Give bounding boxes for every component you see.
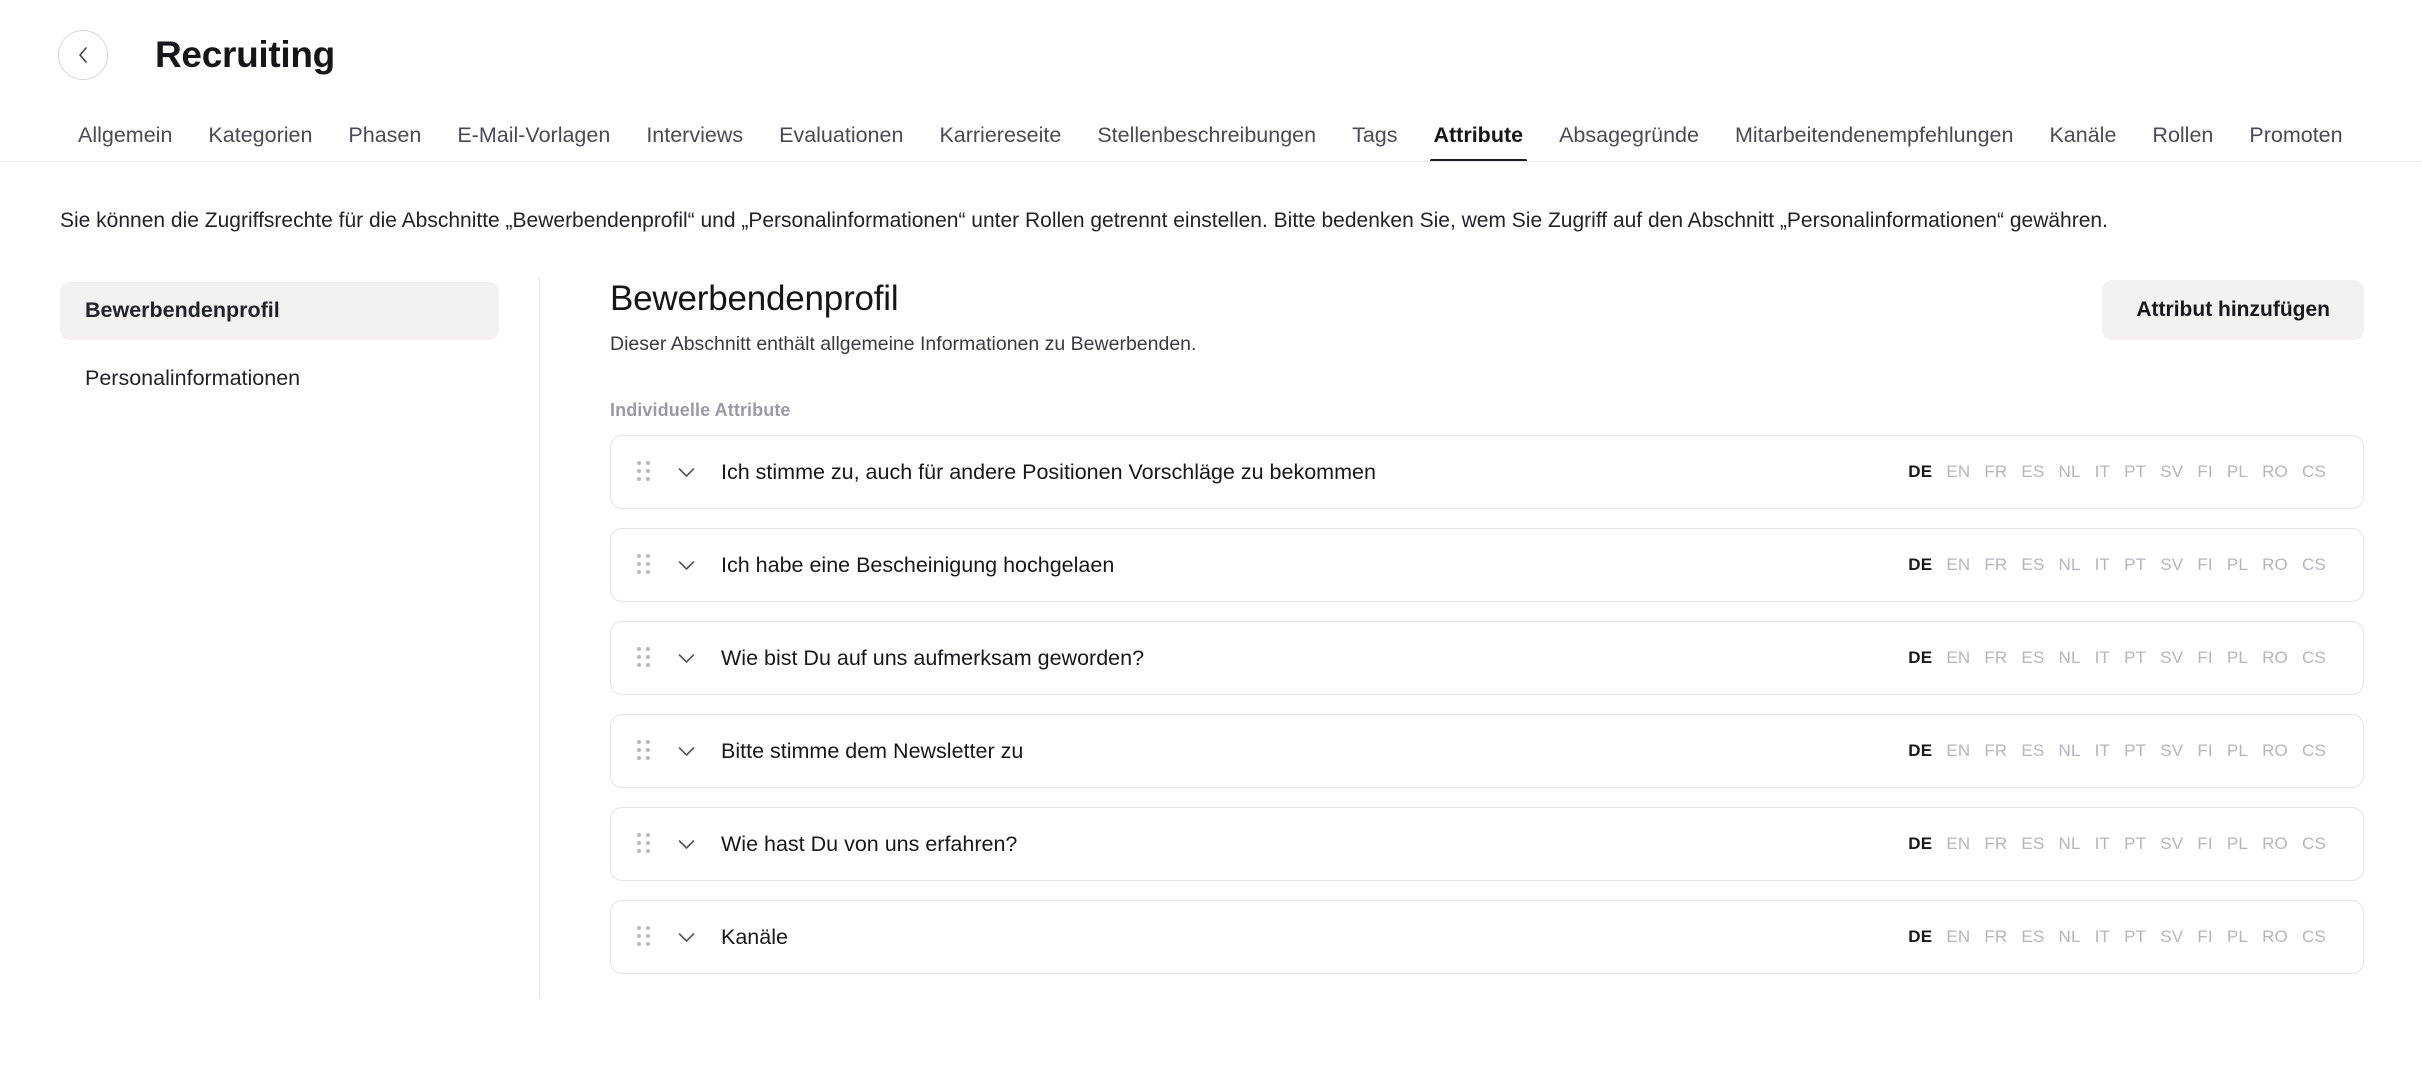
lang-fr[interactable]: FR (1984, 741, 2008, 761)
lang-ro[interactable]: RO (2262, 462, 2288, 482)
language-selector (1901, 648, 2333, 668)
lang-en[interactable]: EN (1946, 462, 1971, 482)
sidebar-item-bewerbendenprofil[interactable]: Bewerbendenprofil (60, 282, 499, 340)
attribute-list (610, 435, 2364, 974)
lang-de[interactable]: DE (1908, 927, 1933, 947)
tab-interviews[interactable]: Interviews (646, 122, 744, 147)
lang-ro[interactable]: RO (2262, 741, 2288, 761)
tab-promoten[interactable]: Promoten (2249, 122, 2343, 147)
page-title: Recruiting (155, 34, 335, 75)
lang-it[interactable]: IT (2094, 927, 2111, 947)
tab-kanaele[interactable]: Kanäle (2049, 122, 2117, 147)
lang-cs[interactable]: CS (2301, 462, 2326, 482)
lang-es[interactable]: ES (2021, 462, 2045, 482)
lang-nl[interactable]: NL (2058, 741, 2081, 761)
lang-es[interactable]: ES (2021, 927, 2045, 947)
content-header (610, 278, 2364, 356)
lang-sv[interactable]: SV (2160, 648, 2184, 668)
tab-phasen[interactable]: Phasen (348, 122, 422, 147)
tab-tags[interactable]: Tags (1352, 122, 1398, 147)
lang-ro[interactable]: RO (2262, 648, 2288, 668)
lang-pl[interactable]: PL (2226, 462, 2249, 482)
lang-fi[interactable]: FI (2197, 927, 2213, 947)
section-subtitle: Dieser Abschnitt enthält allgemeine Informationen zu Bewerbenden. (610, 333, 1197, 356)
chevron-down-icon[interactable] (673, 831, 699, 857)
tab-stellenbeschreibungen[interactable]: Stellenbeschreibungen (1097, 122, 1317, 147)
lang-it[interactable]: IT (2094, 834, 2111, 854)
drag-handle-icon[interactable] (637, 833, 657, 855)
attribute-label: Wie hast Du von uns erfahren? (721, 831, 1018, 856)
section-content (540, 278, 2364, 998)
lang-sv[interactable]: SV (2160, 834, 2184, 854)
lang-es[interactable]: ES (2021, 648, 2045, 668)
lang-en[interactable]: EN (1946, 555, 1971, 575)
chevron-down-icon[interactable] (673, 459, 699, 485)
lang-nl[interactable]: NL (2058, 555, 2081, 575)
lang-ro[interactable]: RO (2262, 927, 2288, 947)
language-selector (1901, 555, 2333, 575)
tab-divider (0, 161, 2422, 162)
lang-es[interactable]: ES (2021, 741, 2045, 761)
lang-sv[interactable]: SV (2160, 927, 2184, 947)
lang-sv[interactable]: SV (2160, 741, 2184, 761)
attribute-label: Ich habe eine Bescheinigung hochgelaen (721, 552, 1115, 577)
lang-ro[interactable]: RO (2262, 834, 2288, 854)
tab-evaluationen[interactable]: Evaluationen (779, 122, 904, 147)
section-title: Bewerbendenprofil (610, 279, 899, 319)
lang-en[interactable]: EN (1946, 741, 1971, 761)
page-header (0, 0, 2422, 88)
table-row[interactable] (610, 435, 2364, 509)
sidebar-item-personalinformationen[interactable]: Personalinformationen (85, 366, 301, 391)
drag-handle-icon[interactable] (637, 647, 657, 669)
lang-de[interactable]: DE (1908, 741, 1933, 761)
table-row[interactable] (610, 714, 2364, 788)
lang-cs[interactable]: CS (2301, 555, 2326, 575)
lang-pt[interactable]: PT (2124, 834, 2147, 854)
tab-attribute[interactable]: Attribute (1416, 125, 1542, 163)
lang-it[interactable]: IT (2094, 462, 2111, 482)
lang-cs[interactable]: CS (2301, 648, 2326, 668)
table-row[interactable] (610, 900, 2364, 974)
lang-pt[interactable]: PT (2124, 927, 2147, 947)
drag-handle-icon[interactable] (637, 461, 657, 483)
tab-rollen[interactable]: Rollen (2152, 122, 2214, 147)
attribute-label: Kanäle (721, 924, 788, 949)
lang-nl[interactable]: NL (2058, 834, 2081, 854)
lang-fr[interactable]: FR (1984, 834, 2008, 854)
chevron-down-icon[interactable] (673, 552, 699, 578)
lang-fr[interactable]: FR (1984, 927, 2008, 947)
lang-fr[interactable]: FR (1984, 648, 2008, 668)
language-selector (1901, 462, 2333, 482)
language-selector (1901, 741, 2333, 761)
lang-en[interactable]: EN (1946, 927, 1971, 947)
settings-body (0, 278, 2422, 998)
lang-fi[interactable]: FI (2197, 741, 2213, 761)
content-header-text (610, 278, 1196, 356)
tab-absagegruende[interactable]: Absagegründe (1559, 122, 1699, 147)
lang-fr[interactable]: FR (1984, 555, 2008, 575)
table-row[interactable] (610, 621, 2364, 695)
section-sidebar (60, 278, 540, 998)
drag-handle-icon[interactable] (637, 740, 657, 762)
lang-pl[interactable]: PL (2226, 741, 2249, 761)
lang-it[interactable]: IT (2094, 741, 2111, 761)
lang-fi[interactable]: FI (2197, 462, 2213, 482)
lang-fr[interactable]: FR (1984, 462, 2008, 482)
add-attribute-button[interactable]: Attribut hinzufügen (2102, 280, 2364, 340)
attribute-label: Bitte stimme dem Newsletter zu (721, 738, 1024, 763)
tab-kategorien[interactable]: Kategorien (208, 122, 313, 147)
tab-allgemein[interactable]: Allgemein (78, 122, 173, 147)
lang-fi[interactable]: FI (2197, 834, 2213, 854)
lang-fi[interactable]: FI (2197, 648, 2213, 668)
language-selector (1901, 927, 2333, 947)
lang-cs[interactable]: CS (2301, 834, 2326, 854)
lang-pl[interactable]: PL (2226, 927, 2249, 947)
lang-pl[interactable]: PL (2226, 834, 2249, 854)
lang-it[interactable]: IT (2094, 648, 2111, 668)
attribute-label: Wie bist Du auf uns aufmerksam geworden? (721, 645, 1145, 670)
tab-email-vorlagen[interactable]: E-Mail-Vorlagen (457, 122, 611, 147)
lang-nl[interactable]: NL (2058, 648, 2081, 668)
lang-sv[interactable]: SV (2160, 555, 2184, 575)
lang-fi[interactable]: FI (2197, 555, 2213, 575)
lang-en[interactable]: EN (1946, 648, 1971, 668)
lang-de[interactable]: DE (1908, 555, 1933, 575)
lang-de[interactable]: DE (1908, 648, 1933, 668)
lang-pt[interactable]: PT (2124, 648, 2147, 668)
group-label-individuelle-attribute: Individuelle Attribute (610, 400, 791, 421)
lang-pl[interactable]: PL (2226, 648, 2249, 668)
access-rights-notice: Sie können die Zugriffsrechte für die Abschnitte „Bewerbendenprofil“ und „Personalinformationen“ unter Rollen getrennt einstellen. Bitte bedenken Sie, wem Sie Zugriff auf den Abschnitt „Personalinformationen“ gewähren. (60, 209, 2108, 232)
language-selector (1901, 834, 2333, 854)
lang-ro[interactable]: RO (2262, 555, 2288, 575)
lang-cs[interactable]: CS (2301, 741, 2326, 761)
lang-nl[interactable]: NL (2058, 462, 2081, 482)
tab-bar (0, 110, 2422, 162)
tab-mitarbeitendenempfehlungen[interactable]: Mitarbeitendenempfehlungen (1734, 122, 2014, 147)
lang-nl[interactable]: NL (2058, 927, 2081, 947)
lang-en[interactable]: EN (1946, 834, 1971, 854)
drag-handle-icon[interactable] (637, 926, 657, 948)
lang-pl[interactable]: PL (2226, 555, 2249, 575)
lang-es[interactable]: ES (2021, 834, 2045, 854)
lang-cs[interactable]: CS (2301, 927, 2326, 947)
lang-de[interactable]: DE (1908, 462, 1933, 482)
back-button[interactable] (58, 30, 108, 80)
table-row[interactable] (610, 807, 2364, 881)
chevron-down-icon[interactable] (673, 924, 699, 950)
lang-pt[interactable]: PT (2124, 741, 2147, 761)
lang-es[interactable]: ES (2021, 555, 2045, 575)
attribute-label: Ich stimme zu, auch für andere Positionen Vorschläge zu bekommen (721, 459, 1376, 484)
lang-it[interactable]: IT (2094, 555, 2111, 575)
chevron-down-icon[interactable] (673, 738, 699, 764)
lang-de[interactable]: DE (1908, 834, 1933, 854)
lang-pt[interactable]: PT (2124, 462, 2147, 482)
table-row[interactable] (610, 528, 2364, 602)
tab-karriereseite[interactable]: Karriereseite (939, 122, 1062, 147)
lang-pt[interactable]: PT (2124, 555, 2147, 575)
chevron-down-icon[interactable] (673, 645, 699, 671)
drag-handle-icon[interactable] (637, 554, 657, 576)
lang-sv[interactable]: SV (2160, 462, 2184, 482)
chevron-left-icon (76, 45, 90, 65)
